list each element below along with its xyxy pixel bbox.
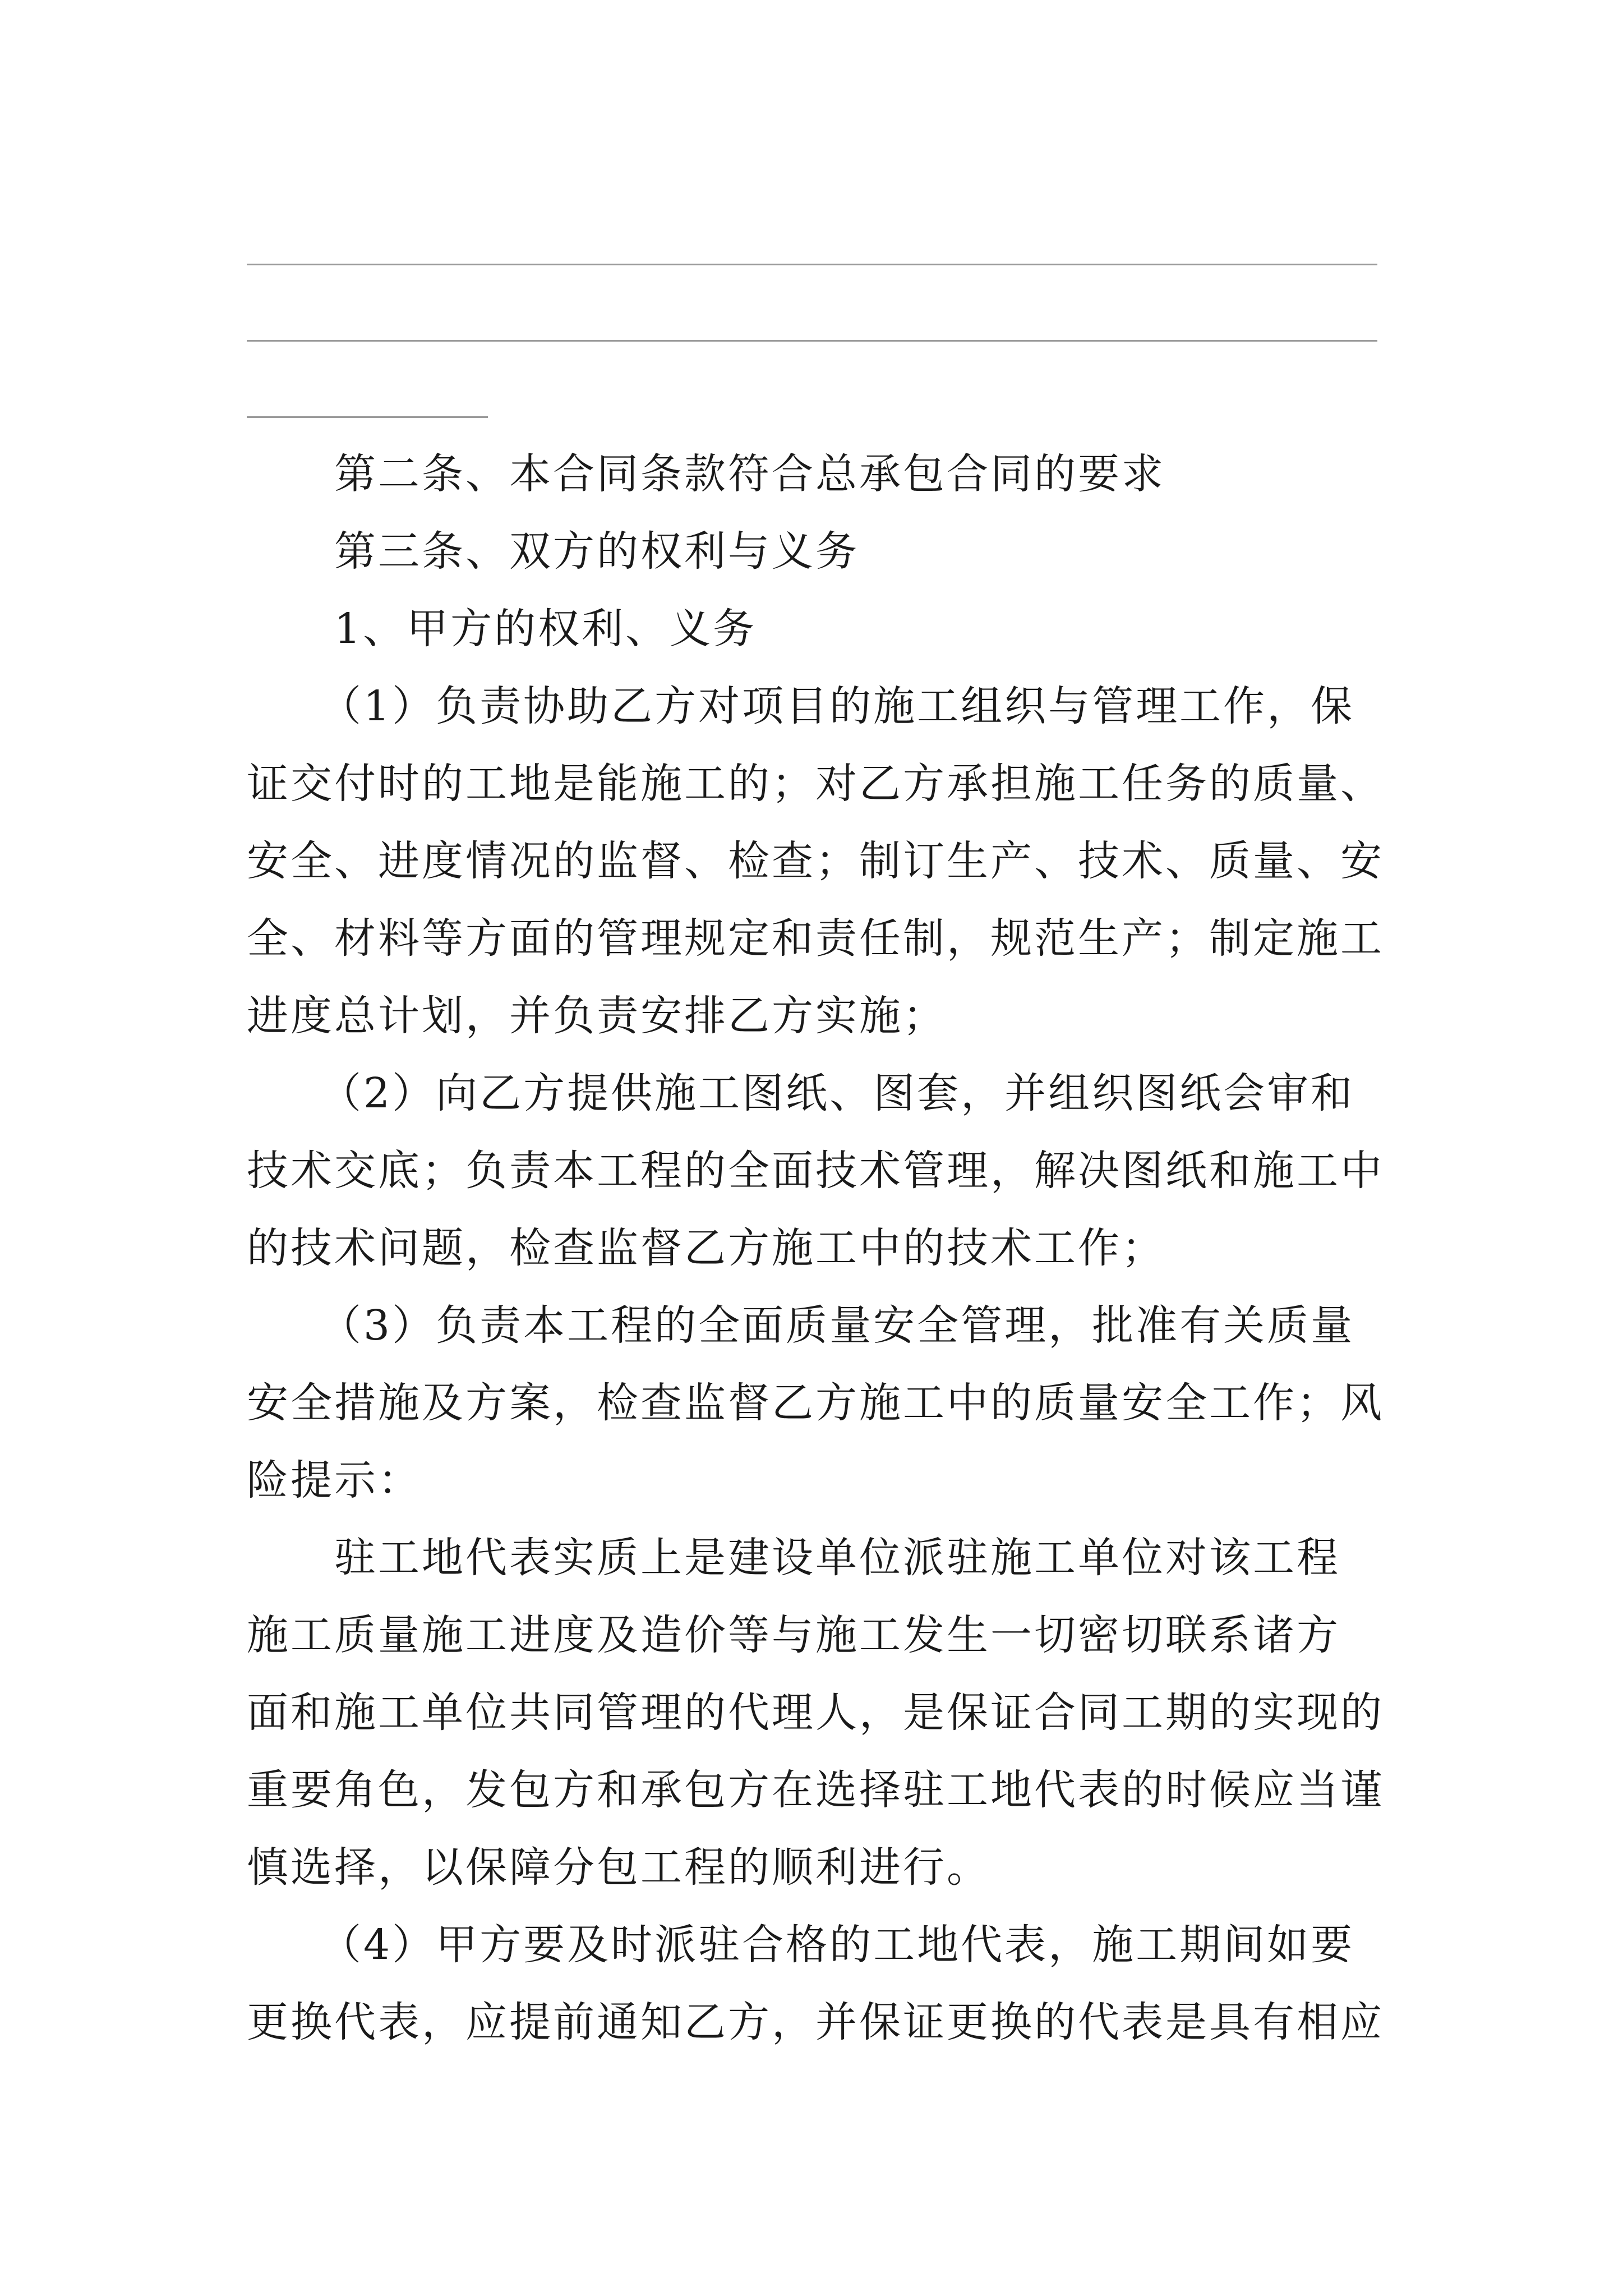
blank-fill-line-1 (247, 264, 1377, 265)
clause-1-line: （1）负责协助乙方对项目的施工组织与管理工作，保 (320, 682, 1355, 730)
clause-2-line: 的技术问题，检查监督乙方施工中的技术工作； (247, 1224, 1165, 1272)
clause-3-line: （3）负责本工程的全面质量安全管理，批准有关质量 (320, 1301, 1355, 1350)
clause-2-line: （2）向乙方提供施工图纸、图套，并组织图纸会审和 (320, 1069, 1355, 1117)
document-body (247, 435, 1391, 2061)
risk-note-line: 施工质量施工进度及造价等与施工发生一切密切联系诸方 (247, 1611, 1340, 1659)
article-2-heading: 第二条、本合同条款符合总承包合同的要求 (334, 450, 1165, 498)
clause-3-line: 险提示： (247, 1456, 422, 1504)
clause-2-line: 技术交底；负责本工程的全面技术管理，解决图纸和施工中 (247, 1147, 1384, 1195)
clause-3-line: 安全措施及方案，检查监督乙方施工中的质量安全工作；风 (247, 1379, 1384, 1427)
risk-note-line: 面和施工单位共同管理的代理人，是保证合同工期的实现的 (247, 1688, 1384, 1737)
clause-1-line: 全、材料等方面的管理规定和责任制，规范生产；制定施工 (247, 914, 1384, 963)
clause-4-line: （4）甲方要及时派驻合格的工地代表，施工期间如要 (320, 1921, 1355, 1969)
risk-note-line: 慎选择，以保障分包工程的顺利进行。 (247, 1843, 990, 1892)
clause-1-line: 进度总计划，并负责安排乙方实施； (247, 992, 947, 1040)
blank-fill-line-2 (247, 340, 1377, 342)
clause-1-line: 安全、进度情况的监督、检查；制订生产、技术、质量、安 (247, 837, 1384, 885)
section-1-heading: 1、甲方的权利、义务 (334, 605, 757, 653)
clause-1-line: 证交付时的工地是能施工的；对乙方承担施工任务的质量、 (247, 760, 1384, 808)
risk-note-line: 驻工地代表实质上是建设单位派驻施工单位对该工程 (334, 1534, 1340, 1582)
article-3-heading: 第三条、双方的权利与义务 (334, 527, 859, 576)
clause-4-line: 更换代表，应提前通知乙方，并保证更换的代表是具有相应 (247, 1998, 1384, 2046)
risk-note-line: 重要角色，发包方和承包方在选择驻工地代表的时候应当谨 (247, 1766, 1384, 1814)
blank-fill-line-3 (247, 416, 488, 418)
